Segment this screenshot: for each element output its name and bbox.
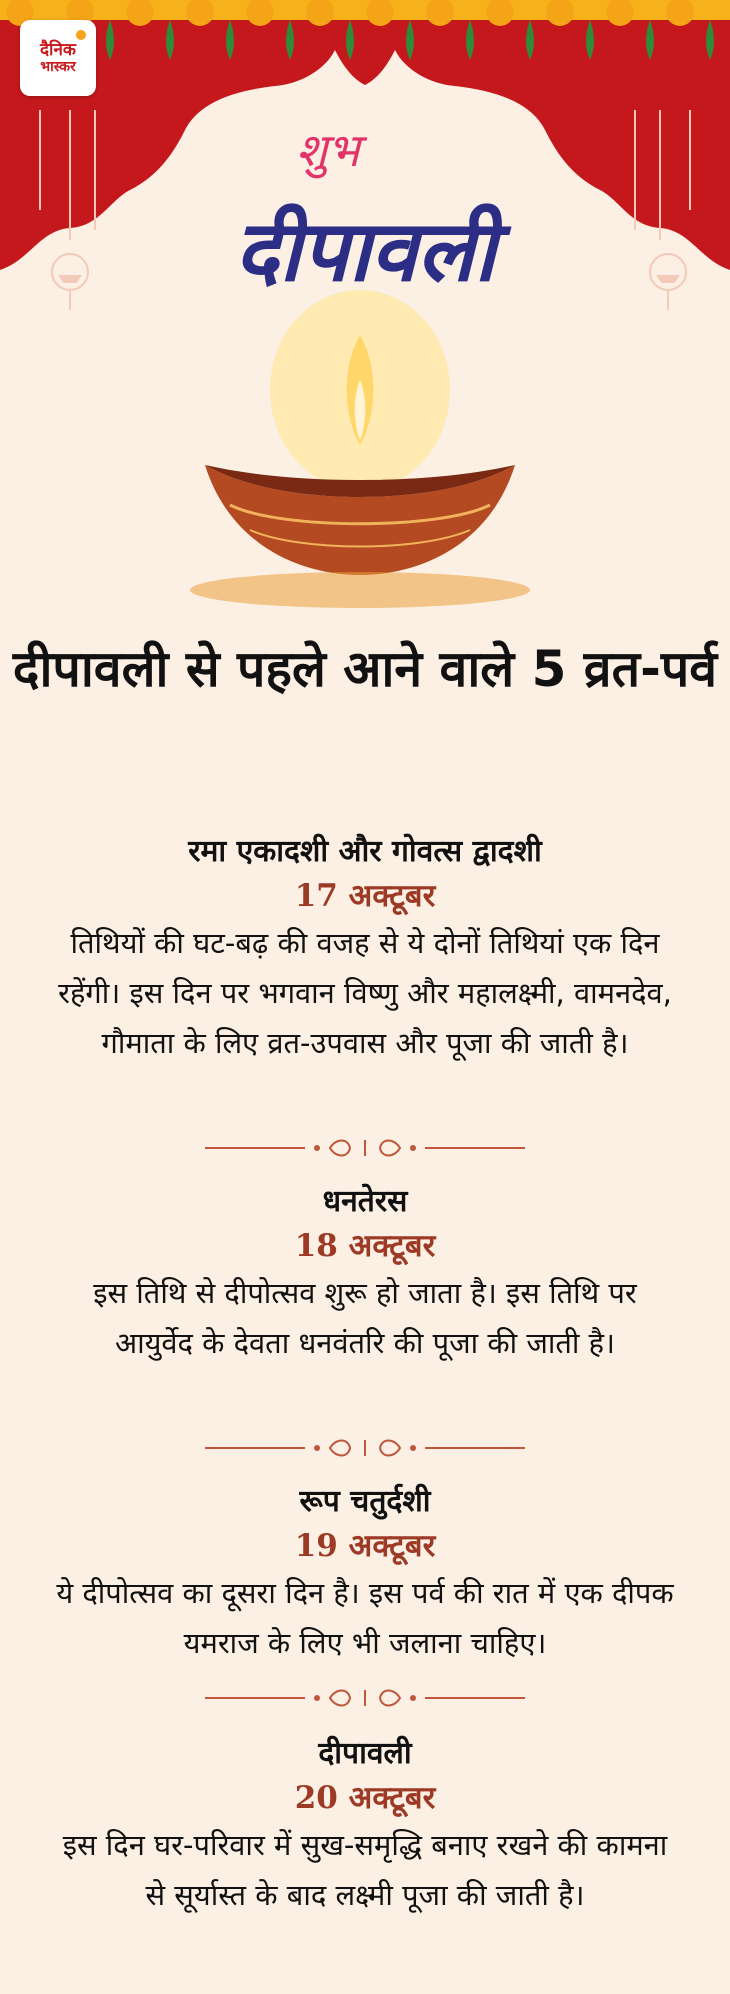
ornamental-divider-icon — [205, 1686, 525, 1710]
logo-line-2: भास्कर — [40, 58, 76, 75]
ornamental-divider-icon — [205, 1436, 525, 1460]
ornamental-divider-icon — [205, 1136, 525, 1160]
festival-date: 19 अक्टूबर — [294, 1528, 436, 1564]
festival-name: दीपावली — [318, 1736, 412, 1771]
festival-description: इस दिन घर-परिवार में सुख-समृद्धि बनाए रखने की कामना से सूर्यास्त के बाद लक्ष्मी पूजा की जाती है। — [62, 1828, 668, 1912]
festival-name: रूप चतुर्दशी — [299, 1484, 431, 1519]
logo-line-1: दैनिक — [40, 39, 76, 60]
festival-date: 17 अक्टूबर — [294, 878, 436, 914]
header-banner — [0, 0, 730, 620]
logo-dot-icon — [76, 30, 86, 40]
festival-section — [0, 1732, 730, 1920]
greeting-title: दीपावली — [234, 202, 496, 300]
festival-description: इस तिथि से दीपोत्सव शुरू हो जाता है। इस तिथि पर आयुर्वेद के देवता धनवंतरि की पूजा की जाती है। — [93, 1276, 637, 1360]
festival-date: 18 अक्टूबर — [294, 1228, 436, 1264]
festival-date: 20 अक्टूबर — [294, 1780, 436, 1816]
greeting-small: शुभ — [296, 123, 360, 177]
festival-name: धनतेरस — [322, 1184, 408, 1219]
festival-section — [0, 830, 730, 1068]
festival-section — [0, 1480, 730, 1668]
festival-description: ये दीपोत्सव का दूसरा दिन है। इस पर्व की रात में एक दीपक यमराज के लिए भी जलाना चाहिए। — [56, 1576, 674, 1660]
festival-name: रमा एकादशी और गोवत्स द्वादशी — [188, 834, 542, 869]
header-artwork — [0, 0, 730, 620]
festival-section — [0, 1180, 730, 1368]
brand-logo[interactable] — [20, 20, 96, 96]
main-title: दीपावली से पहले आने वाले 5 व्रत-पर्व — [12, 640, 718, 698]
festival-description: तिथियों की घट-बढ़ की वजह से ये दोनों तिथियां एक दिन रहेंगी। इस दिन पर भगवान विष्णु और महालक्ष्मी, वामनदेव, गौमाता के लिए व्रत-उपवास और पूजा की जाती है। — [58, 926, 672, 1060]
diya-icon — [190, 465, 530, 608]
